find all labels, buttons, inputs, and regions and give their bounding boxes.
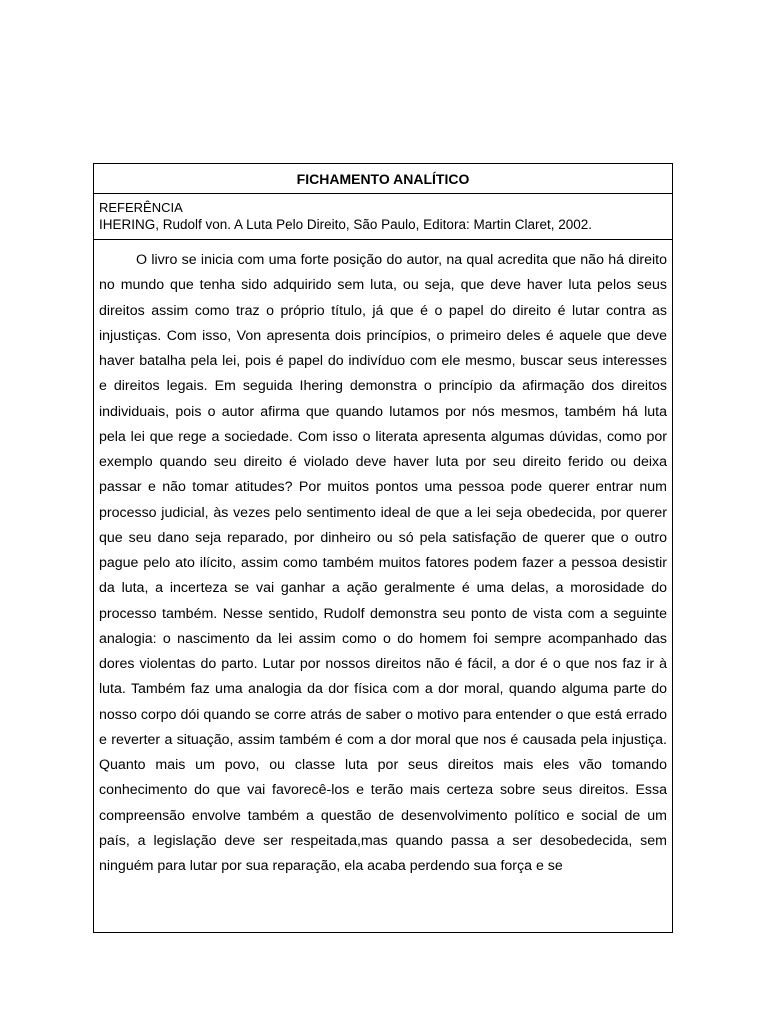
analysis-paragraph: O livro se inicia com uma forte posição do autor, na qual acredita que não há direito no mundo que tenha sido adquirido sem luta, ou seja, que deve haver luta pelos seus direitos assim como traz o próprio título, já que é o papel do direito é lutar contra as injustiças. Com isso, Von apresenta dois princípios, o primeiro deles é aquele que deve haver batalha pela lei, pois é papel do indivíduo com ele mesmo, buscar seus interesses e direitos legais. Em seguida Ihering demonstra o princípio da afirmação dos direitos individuais, pois o autor afirma que quando lutamos por nós mesmos, também há luta pela lei que rege a sociedade. Com isso o literata apresenta algumas dúvidas, como por exemplo quando seu direito é violado deve haver luta por seu direito ferido ou deixa passar e não tomar atitudes? Por muitos pontos uma pessoa pode querer entrar num processo judicial, às vezes pelo sentimento ideal de que a lei seja obedecida, por querer que seu dano seja reparado, por dinheiro ou só pela satisfação de querer que o outro pague pelo ato ilícito, assim como também muitos fatores podem fazer a pessoa desistir da luta, a incerteza se vai ganhar a ação geralmente é uma delas, a morosidade do processo também. Nesse sentido, Rudolf demonstra seu ponto de vista com a seguinte analogia: o nascimento da lei assim como o do homem foi sempre acompanhado das dores violentas do parto. Lutar por nossos direitos não é fácil, a dor é o que nos faz ir à luta. Também faz uma analogia da dor física com a dor moral, quando alguma parte do nosso corpo dói quando se corre atrás de saber o motivo para entender o que está errado e reverter a situação, assim também é com a dor moral que nos é causada pela injustiça. Quanto mais um povo, ou classe luta por seus direitos mais eles vão tomando conhecimento do que vai favorecê-los e terão mais certeza sobre seus direitos. Essa compreensão envolve também a questão de desenvolvimento político e social de um país, a legislação deve ser respeitada,mas quando passa a ser desobedecida, sem ninguém para lutar por sua reparação, ela acaba perdendo sua força e se <box>99 252 667 874</box>
analysis-section <box>94 240 672 932</box>
form-title-row <box>94 164 672 194</box>
reference-label: REFERÊNCIA <box>99 200 183 215</box>
analytic-record-form <box>93 163 673 933</box>
reference-section <box>94 194 672 240</box>
reference-citation: IHERING, Rudolf von. A Luta Pelo Direito, São Paulo, Editora: Martin Claret, 2002. <box>99 217 593 232</box>
form-title: FICHAMENTO ANALÍTICO <box>296 170 470 187</box>
